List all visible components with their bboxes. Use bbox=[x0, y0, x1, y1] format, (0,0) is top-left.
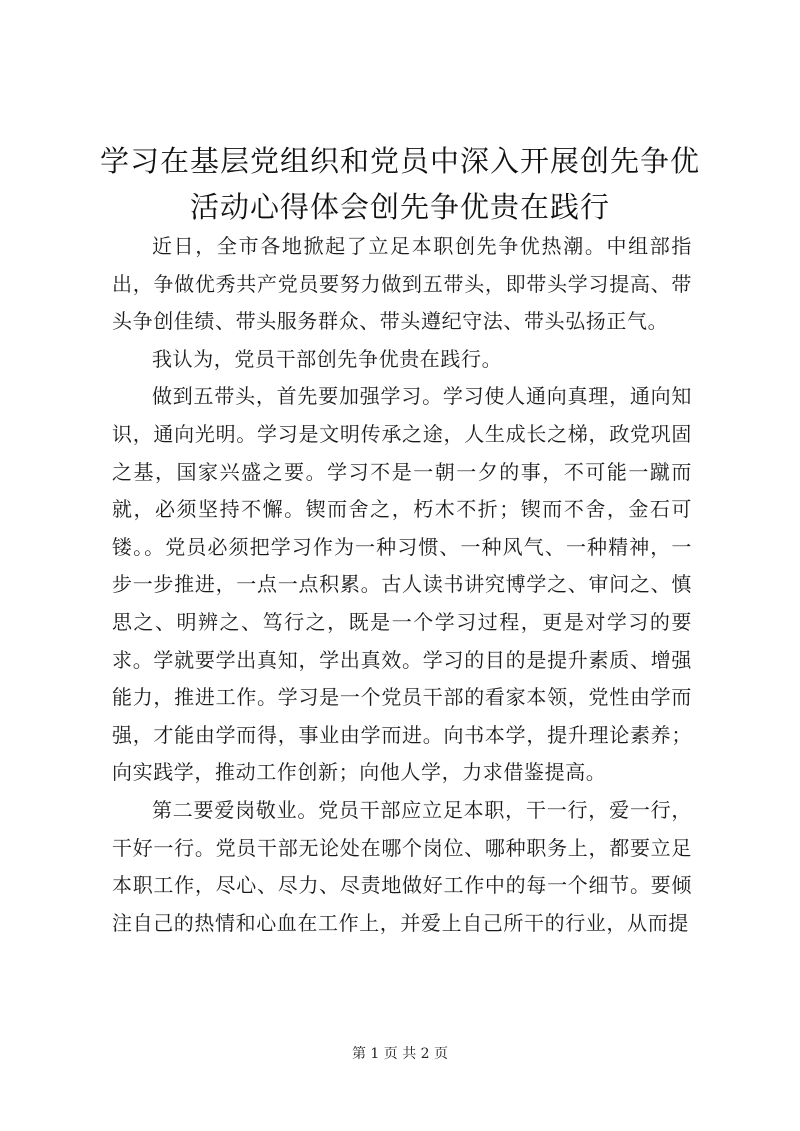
document-title bbox=[100, 138, 700, 230]
paragraph-intro: 近日，全市各地掀起了立足本职创先争优热潮。中组部指出，争做优秀共产党员要努力做到五带头，即带头学习提高、带头争创佳绩、带头服务群众、带头遵纪守法、带头弘扬正气。 bbox=[112, 234, 692, 334]
title-line-1: 学习在基层党组织和党员中深入开展创先争优 bbox=[100, 144, 701, 178]
title-line-2: 活动心得体会创先争优贵在践行 bbox=[189, 190, 610, 224]
paragraph-dedication: 第二要爱岗敬业。党员干部应立足本职，干一行，爱一行，干好一行。党员干部无论处在哪个岗位、哪种职务上，都要立足本职工作，尽心、尽力、尽责地做好工作中的每一个细节。要倾注自己的热情和心血在工作上，并爱上自己所干的行业，从而提 bbox=[112, 797, 692, 935]
page-footer: 第 1 页 共 2 页 bbox=[351, 1046, 449, 1062]
paragraph-study: 做到五带头，首先要加强学习。学习使人通向真理，通向知识，通向光明。学习是文明传承之途，人生成长之梯，政党巩固之基，国家兴盛之要。学习不是一朝一夕的事，不可能一蹴而就，必须坚持不懈。锲而舍之，朽木不折；锲而不舍，金石可镂。。党员必须把学习作为一种习惯、一种风气、一种精神，一步一步推进，一点一点积累。古人读书讲究博学之、审问之、慎思之、明辨之、笃行之，既是一个学习过程，更是对学习的要求。学就要学出真知，学出真效。学习的目的是提升素质、增强能力，推进工作。学习是一个党员干部的看家本领，党性由学而强，才能由学而得，事业由学而进。向书本学，提升理论素养；向实践学，推动工作创新；向他人学，力求借鉴提高。 bbox=[112, 384, 692, 785]
paragraph-thesis: 我认为，党员干部创先争优贵在践行。 bbox=[152, 346, 503, 371]
document-body bbox=[112, 228, 692, 942]
